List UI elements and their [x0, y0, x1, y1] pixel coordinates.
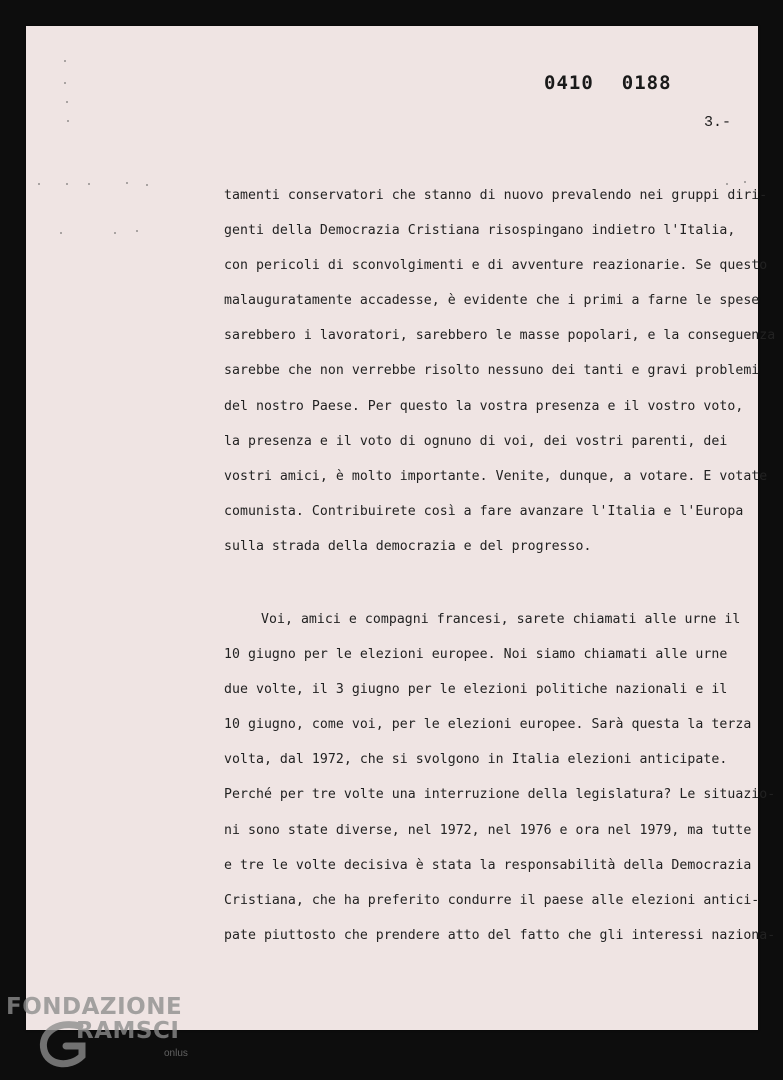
text-line: sarebbe che non verrebbe risolto nessuno dei tanti e gravi problemi: [224, 363, 760, 379]
text-line: genti della Democrazia Cristiana risospingano indietro l'Italia,: [224, 223, 736, 239]
text-line: e tre le volte decisiva è stata la responsabilità della Democrazia: [224, 857, 752, 873]
scan-speck: [136, 230, 138, 232]
text-line: Voi, amici e compagni francesi, sarete chiamati alle urne il: [261, 612, 741, 627]
text-line: la presenza e il voto di ognuno di voi, dei vostri parenti, dei: [224, 433, 728, 449]
paragraph-voi-amici: [224, 602, 776, 953]
text-line: malauguratamente accadesse, è evidente che i primi a farne le spese: [224, 293, 760, 309]
scan-speck: [38, 183, 40, 185]
watermark-subtitle: RAMSCI: [76, 1018, 180, 1044]
scan-speck: [64, 82, 66, 84]
archive-code: [544, 72, 672, 94]
archive-code-series: 0410: [544, 72, 594, 94]
text-line: 10 giugno, come voi, per le elezioni europee. Sarà questa la terza: [224, 717, 752, 733]
text-line: 10 giugno per le elezioni europee. Noi siamo chiamati alle urne: [224, 647, 728, 663]
text-line: Perché per tre volte una interruzione della legislatura? Le situazio-: [224, 787, 776, 803]
text-line: due volte, il 3 giugno per le elezioni politiche nazionali e il: [224, 682, 728, 698]
page-number: 3.-: [704, 114, 732, 131]
text-line: sarebbero i lavoratori, sarebbero le masse popolari, e la conseguenza: [224, 328, 776, 344]
scan-speck: [66, 183, 68, 185]
watermark-title: FONDAZIONE: [6, 994, 183, 1020]
paragraph-continued: [224, 178, 776, 564]
text-line: tamenti conservatori che stanno di nuovo prevalendo nei gruppi diri-: [224, 188, 768, 203]
text-line: comunista. Contribuirete così a fare avanzare l'Italia e l'Europa: [224, 503, 744, 519]
text-line: pate piuttosto che prendere atto del fatto che gli interessi naziona-: [224, 927, 776, 943]
scan-speck: [88, 183, 90, 185]
scan-speck: [67, 120, 69, 122]
text-line: del nostro Paese. Per questo la vostra presenza e il vostro voto,: [224, 398, 744, 414]
text-line: ni sono state diverse, nel 1972, nel 1976 e ora nel 1979, ma tutte: [224, 822, 752, 838]
watermark-onlus: onlus: [164, 1048, 188, 1059]
scan-speck: [744, 181, 746, 183]
scan-speck: [126, 182, 128, 184]
text-line: vostri amici, è molto importante. Venite, dunque, a votare. E votate: [224, 468, 768, 484]
text-line: sulla strada della democrazia e del progresso.: [224, 538, 592, 554]
text-line: con pericoli di sconvolgimenti e di avventure reazionarie. Se questo: [224, 258, 768, 274]
text-line: Cristiana, che ha preferito condurre il paese alle elezioni antici-: [224, 892, 760, 908]
document-page: [26, 26, 776, 1030]
archive-code-number: 0188: [621, 72, 672, 94]
text-line: volta, dal 1972, che si svolgono in Italia elezioni anticipate.: [224, 752, 728, 768]
scan-speck: [66, 101, 68, 103]
scan-speck: [64, 60, 66, 62]
watermark-fondazione-gramsci: [6, 994, 196, 1074]
scan-speck: [726, 183, 728, 185]
scan-speck: [146, 184, 148, 186]
scan-speck: [60, 232, 62, 234]
scan-speck: [114, 232, 116, 234]
